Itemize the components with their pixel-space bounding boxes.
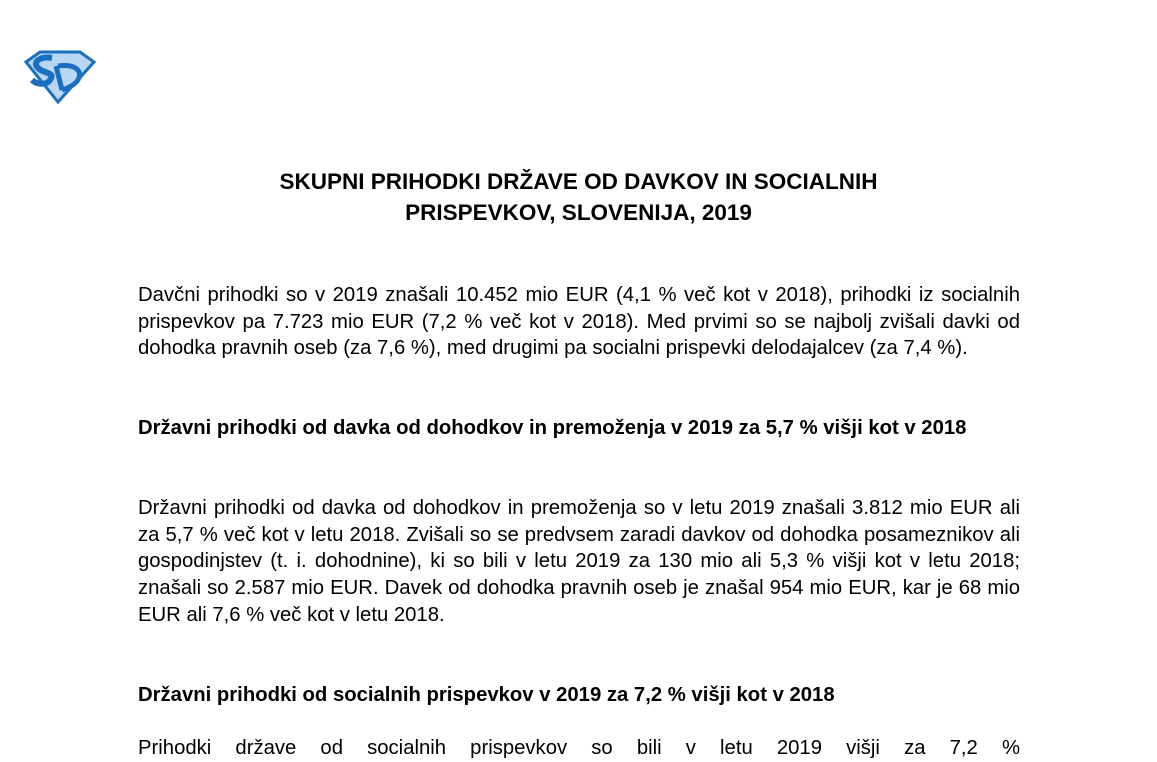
intro-paragraph — [138, 282, 1020, 362]
document-title — [0, 166, 1157, 228]
heading-text: Državni prihodki od socialnih prispevkov v 2019 za 7,2 % višji kot v 2018 — [138, 684, 835, 706]
paragraph-text: Prihodki države od socialnih prispevkov so bili v letu 2019 višji za 7,2 % — [138, 737, 1020, 759]
income-tax-paragraph — [138, 495, 1020, 629]
section-heading-social-contributions — [138, 682, 1020, 709]
paragraph-text: Davčni prihodki so v 2019 znašali 10.452 mio EUR (4,1 % več kot v 2018), prihodki iz socialnih prispevkov pa 7.723 mio EUR (7,2 % več kot v 2018). Med prvimi so se najbolj zvišali davki od dohodka pravnih oseb (za 7,6 %), med drugimi pa socialni prispevki delodajalcev (za 7,4 %). — [138, 284, 1020, 360]
paragraph-text: Državni prihodki od davka od dohodkov in premoženja so v letu 2019 znašali 3.812 mio EUR ali za 5,7 % več kot v letu 2018. Zvišali so se predvsem zaradi davkov od dohodka posameznikov ali gospodinjstev (t. i. dohodnine), ki so bili v letu 2019 za 130 mio ali 5,3 % višji kot v letu 2018; znašali so 2.587 mio EUR. Davek od dohodka pravnih oseb je znašal 954 mio EUR, kar je 68 mio EUR ali 7,6 % več kot v letu 2018. — [138, 497, 1020, 626]
title-line-1: SKUPNI PRIHODKI DRŽAVE OD DAVKOV IN SOCIALNIH — [279, 169, 878, 194]
heading-text: Državni prihodki od davka od dohodkov in premoženja v 2019 za 5,7 % višji kot v 2018 — [138, 417, 967, 439]
title-line-2: PRISPEVKOV, SLOVENIJA, 2019 — [405, 200, 752, 225]
social-contributions-paragraph — [138, 735, 1020, 762]
logo-shield-icon — [22, 48, 96, 104]
section-heading-income-tax — [138, 415, 1020, 442]
